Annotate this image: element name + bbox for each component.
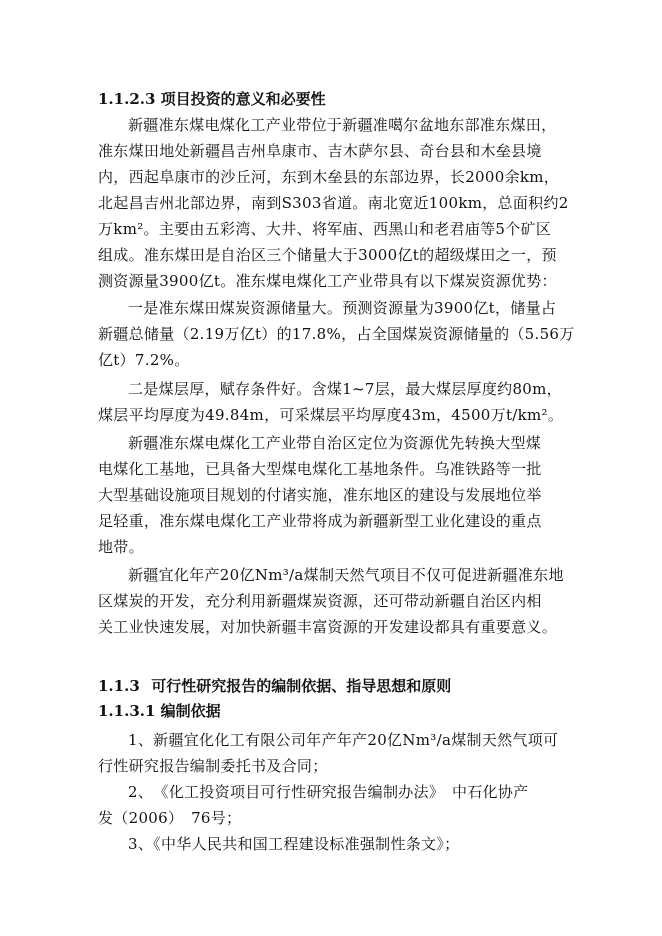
section-number: 1.1.3 bbox=[98, 677, 140, 695]
paragraph-line: 电煤化工基地，已具备大型煤电煤化工基地条件。乌准铁路等一批 bbox=[98, 460, 542, 478]
paragraph-line: 内，西起阜康市的沙丘河，东到木垒县的东部边界，长2000余km， bbox=[98, 168, 560, 186]
list-item-line: 1、新疆宜化化工有限公司年产年产20亿Nm³/a煤制天然气项可 bbox=[128, 731, 559, 749]
section-heading-1-1-3-1: 1.1.3.1 编制依据 bbox=[98, 702, 221, 720]
paragraph-line: 亿t）7.2%。 bbox=[98, 351, 190, 369]
list-item-line: 3、《中华人民共和国工程建设标准强制性条文》； bbox=[128, 835, 460, 853]
paragraph-line: 关工业快速发展，对加快新疆丰富资源的开发建设都具有重要意义。 bbox=[98, 618, 558, 636]
list-item-line: 发（2006） 76号； bbox=[98, 809, 242, 827]
section-heading-1-1-3 bbox=[98, 675, 451, 696]
paragraph-line: 新疆宜化年产20亿Nm³/a煤制天然气项目不仅可促进新疆准东地 bbox=[128, 566, 564, 584]
paragraph-line: 区煤炭的开发，充分利用新疆煤炭资源，还可带动新疆自治区内相 bbox=[98, 592, 542, 610]
paragraph-line: 万km²。主要由五彩湾、大井、将军庙、西黑山和老君庙等5个矿区 bbox=[98, 220, 552, 238]
paragraph-line: 煤层平均厚度为49.84m，可采煤层平均厚度43m，4500万t/km²。 bbox=[98, 406, 564, 424]
paragraph-line: 组成。准东煤田是自治区三个储量大于3000亿t的超级煤田之一，预 bbox=[98, 246, 557, 264]
paragraph-line: 大型基础设施项目规划的付诸实施，准东地区的建设与发展地位举 bbox=[98, 486, 542, 504]
paragraph-line: 准东煤田地处新疆昌吉州阜康市、吉木萨尔县、奇台县和木垒县境 bbox=[98, 142, 542, 160]
paragraph-line: 北起昌吉州北部边界，南到S303省道。南北宽近100km，总面积约2 bbox=[98, 194, 569, 212]
list-item-line: 行性研究报告编制委托书及合同； bbox=[98, 757, 328, 775]
paragraph-line: 足轻重，准东煤电煤化工产业带将成为新疆新型工业化建设的重点 bbox=[98, 512, 542, 530]
section-heading-1-1-2-3: 1.1.2.3 项目投资的意义和必要性 bbox=[98, 90, 326, 108]
list-item-line: 2、 《化工投资项目可行性研究报告编制办法》 中石化协产 bbox=[128, 783, 529, 801]
paragraph-line: 一是准东煤田煤炭资源储量大。预测资源量为3900亿t，储量占 bbox=[128, 299, 557, 317]
paragraph-line: 地带。 bbox=[98, 538, 144, 556]
paragraph-line: 二是煤层厚，赋存条件好。含煤1~7层，最大煤层厚度约80m， bbox=[128, 380, 562, 398]
paragraph-line: 新疆准东煤电煤化工产业带自治区定位为资源优先转换大型煤 bbox=[128, 434, 542, 452]
paragraph-line: 新疆准东煤电煤化工产业带位于新疆准噶尔盆地东部准东煤田， bbox=[128, 116, 557, 134]
paragraph-line: 测资源量3900亿t。准东煤电煤化工产业带具有以下煤炭资源优势： bbox=[98, 272, 557, 290]
paragraph-line: 新疆总储量（2.19万亿t）的17.8%，占全国煤炭资源储量的（5.56万 bbox=[98, 325, 575, 343]
section-title: 可行性研究报告的编制依据、指导思想和原则 bbox=[151, 677, 452, 695]
